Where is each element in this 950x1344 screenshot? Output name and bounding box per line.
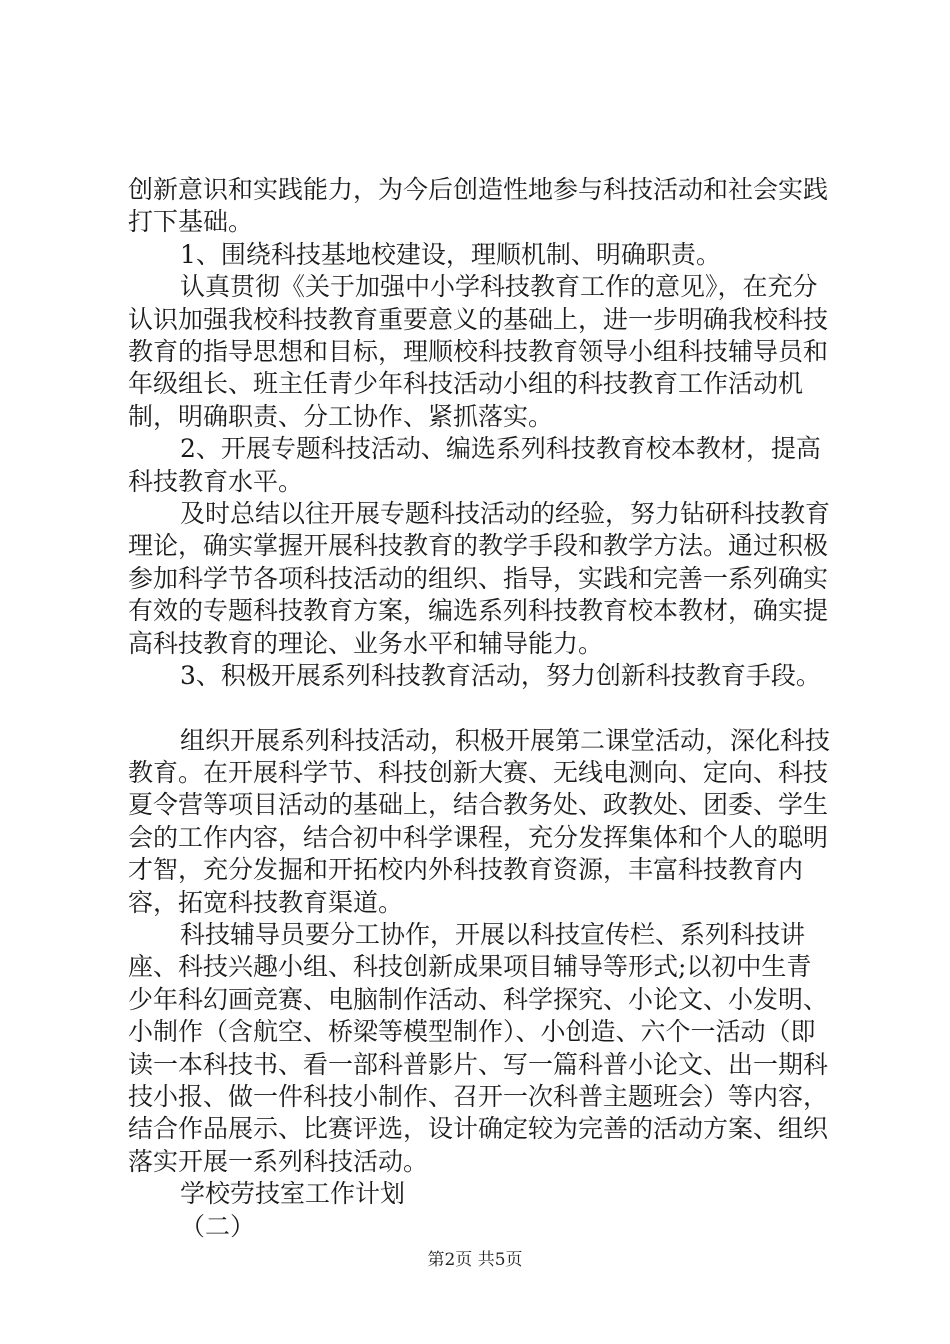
section-title: 学校劳技室工作计划 xyxy=(180,1179,406,1209)
paragraph: 组织开展系列科技活动，积极开展第二课堂活动，深化科技教育。在开展科学节、科技创新大赛、无线电测向、定向、科技夏令营等项目活动的基础上，结合教务处、政教处、团委、学生会的工作内容，结合初中科学课程，充分发挥集体和个人的聪明才智，充分发掘和开拓校内外科技教育资源，丰富科技教育内容，拓宽科技教育渠道。 xyxy=(128,725,831,917)
section-heading-3: 3、积极开展系列科技教育活动，努力创新科技教育手段。 xyxy=(180,661,821,691)
paragraph: 及时总结以往开展专题科技活动的经验，努力钻研科技教育理论，确实掌握开展科技教育的教学手段和教学方法。通过积极参加科学节各项科技活动的组织、指导，实践和完善一系列确实有效的专题科技教育方案，编选系列科技教育校本教材，确实提高科技教育的理论、业务水平和辅导能力。 xyxy=(128,499,831,658)
paragraph: 科技辅导员要分工协作，开展以科技宣传栏、系列科技讲座、科技兴趣小组、科技创新成果项目辅导等形式;以初中生青少年科幻画竞赛、电脑制作活动、科学探究、小论文、小发明、小制作（含航空、桥梁等模型制作）、小创造、六个一活动（即读一本科技书、看一部科普影片、写一篇科普小论文、出一期科技小报、做一件科技小制作、召开一次科普主题班会）等内容，结合作品展示、比赛评选，设计确定较为完善的活动方案、组织落实开展一系列科技活动。 xyxy=(128,919,829,1176)
paragraph: 认真贯彻《关于加强中小学科技教育工作的意见》，在充分认识加强我校科技教育重要意义的基础上，进一步明确我校科技教育的指导思想和目标，理顺校科技教育领导小组科技辅导员和年级组长、班主任青少年科技活动小组的科技教育工作活动机制，明确职责、分工协作、紧抓落实。 xyxy=(128,272,829,431)
section-number: （二） xyxy=(180,1211,256,1241)
paragraph-continuation: 创新意识和实践能力，为今后创造性地参与科技活动和社会实践打下基础。 xyxy=(128,175,829,237)
page-footer: 第2页 共5页 xyxy=(427,1250,523,1270)
section-heading-2: 2、开展专题科技活动、编选系列科技教育校本教材，提高科技教育水平。 xyxy=(128,434,821,496)
document-body xyxy=(128,174,833,1243)
blank-line xyxy=(128,693,833,725)
section-heading-1: 1、围绕科技基地校建设，理顺机制、明确职责。 xyxy=(180,239,721,269)
